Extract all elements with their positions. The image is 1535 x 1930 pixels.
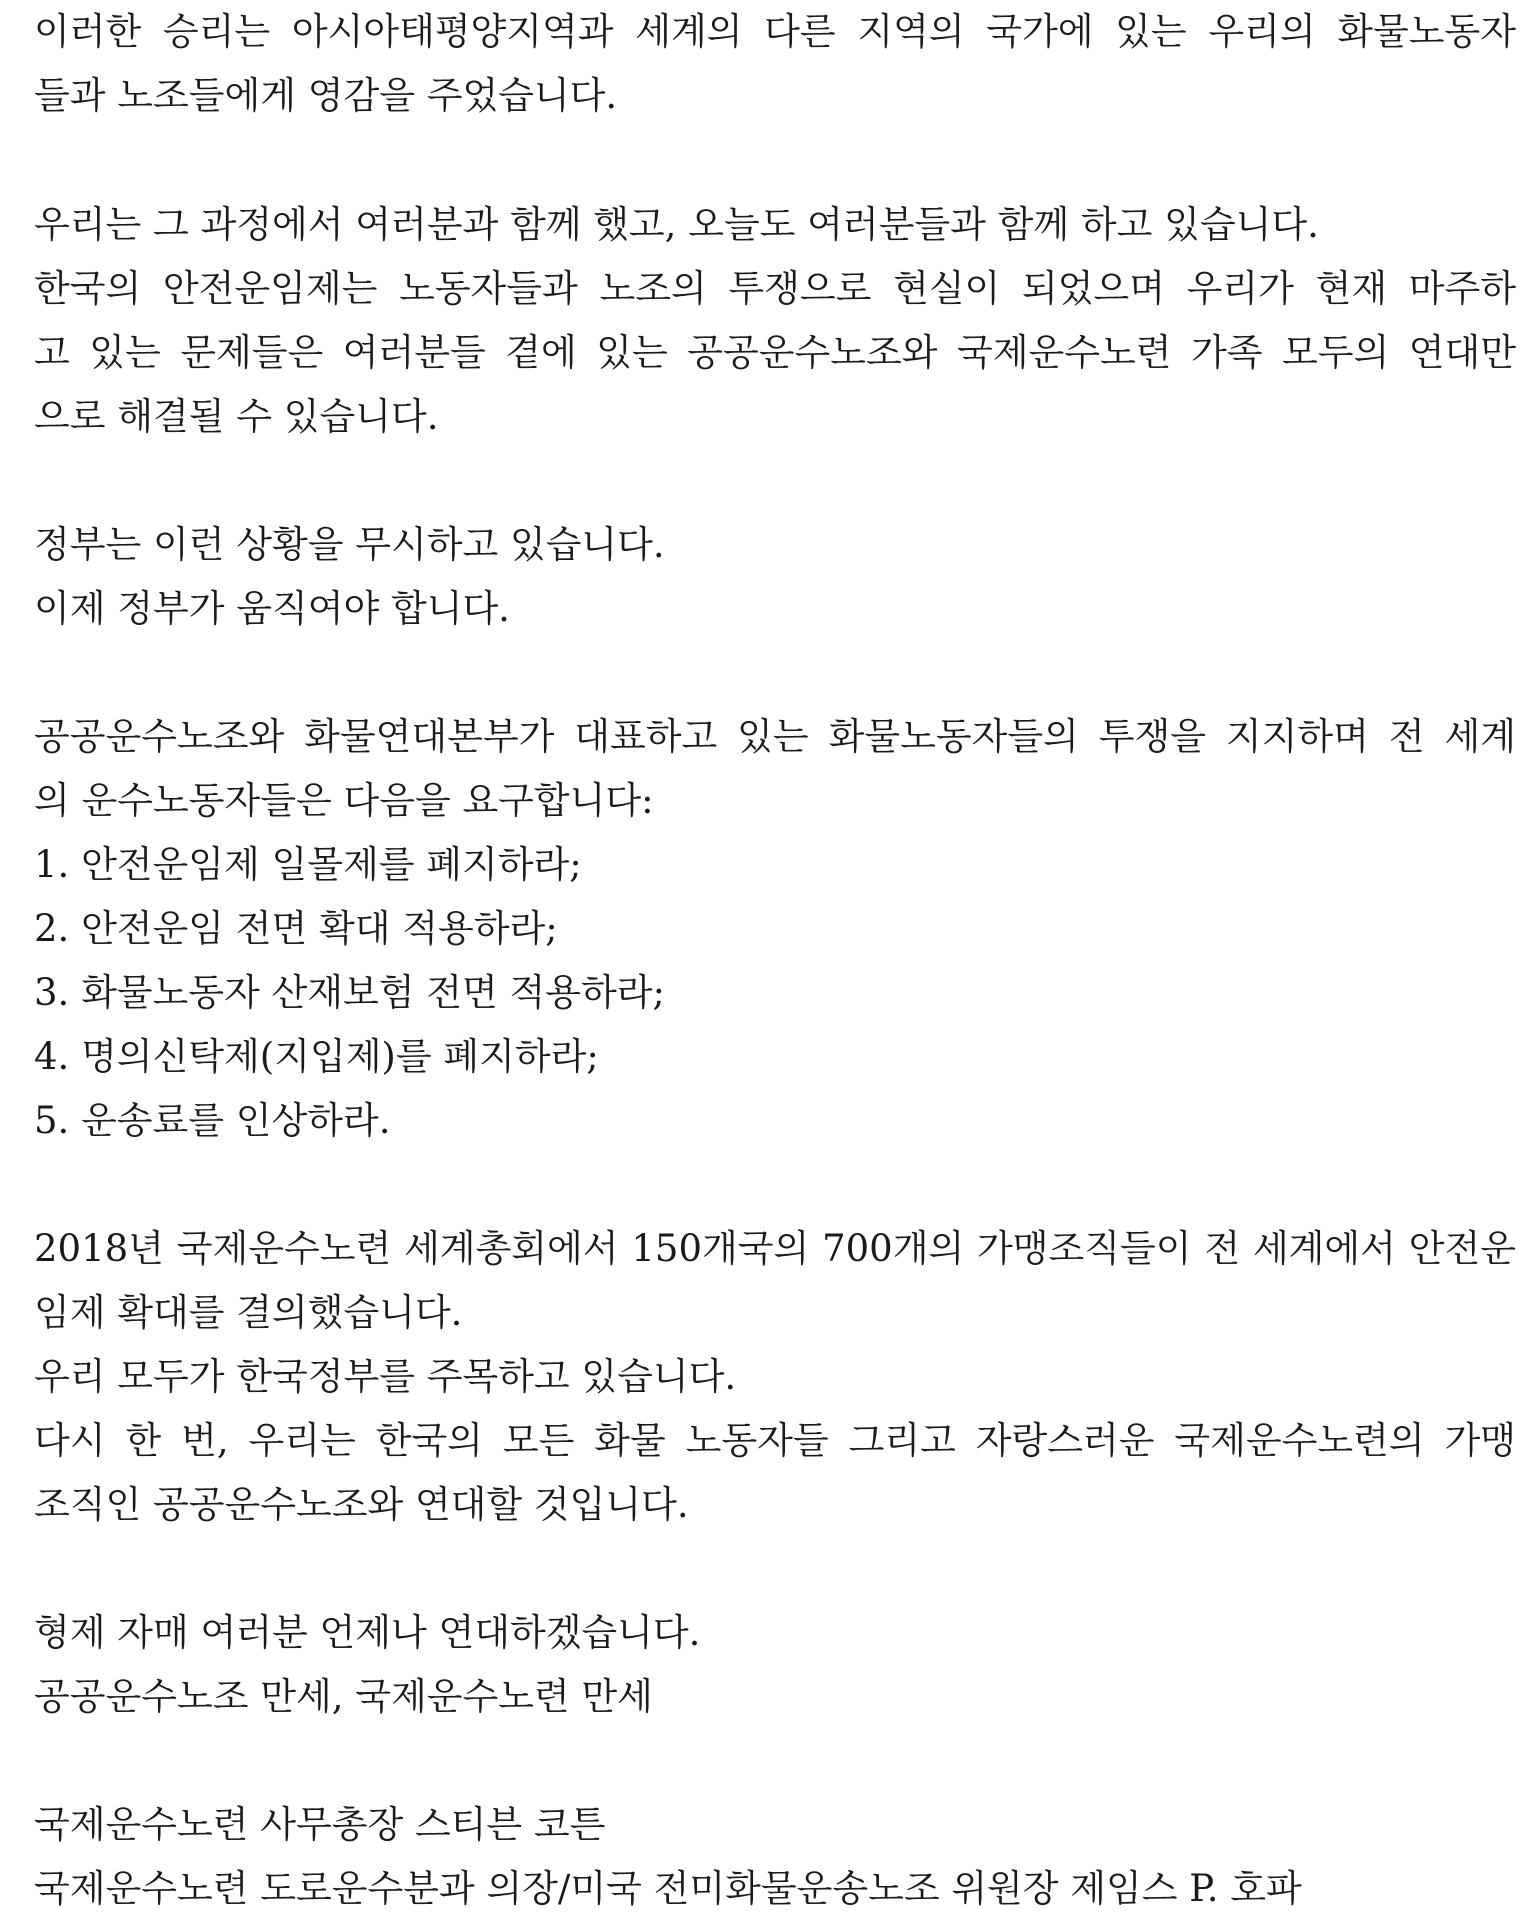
text-line: 우리는 그 과정에서 여러분과 함께 했고, 오늘도 여러분들과 함께 하고 있습니다. (34, 203, 1319, 246)
text-line: 조직인 공공운수노조와 연대할 것입니다. (34, 1483, 689, 1526)
text-line: 고 있는 문제들은 여러분들 곁에 있는 공공운수노조와 국제운수노련 가족 모두의 연대만 (34, 331, 1516, 374)
text-line: 의 운수노동자들은 다음을 요구합니다: (34, 779, 654, 822)
text-line: 정부는 이런 상황을 무시하고 있습니다. (34, 523, 665, 566)
text-line: 공공운수노조와 화물연대본부가 대표하고 있는 화물노동자들의 투쟁을 지지하며 전 세계 (34, 715, 1516, 758)
text-line: 다시 한 번, 우리는 한국의 모든 화물 노동자들 그리고 자랑스러운 국제운수노련의 가맹 (34, 1419, 1516, 1462)
text-line: 2018년 국제운수노련 세계총회에서 150개국의 700개의 가맹조직들이 전 세계에서 안전운 (34, 1227, 1516, 1270)
text-line: 우리 모두가 한국정부를 주목하고 있습니다. (34, 1355, 737, 1398)
text-line: 공공운수노조 만세, 국제운수노련 만세 (34, 1675, 653, 1718)
text-line: 형제 자매 여러분 언제나 연대하겠습니다. (34, 1611, 701, 1654)
text-line: 이제 정부가 움직여야 합니다. (34, 587, 510, 630)
text-line: 임제 확대를 결의했습니다. (34, 1291, 463, 1334)
text-line: 들과 노조들에게 영감을 주었습니다. (34, 74, 618, 117)
list-item: 5. 운송료를 인상하라. (34, 1099, 391, 1142)
list-item: 3. 화물노동자 산재보험 전면 적용하라; (34, 971, 665, 1014)
text-line: 으로 해결될 수 있습니다. (34, 395, 439, 438)
list-item: 4. 명의신탁제(지입제)를 폐지하라; (34, 1035, 599, 1078)
signature-line: 국제운수노련 도로운수분과 의장/미국 전미화물운송노조 위원장 제임스 P. 호파 (34, 1867, 1302, 1910)
list-item: 1. 안전운임제 일몰제를 폐지하라; (34, 843, 582, 886)
text-line: 한국의 안전운임제는 노동자들과 노조의 투쟁으로 현실이 되었으며 우리가 현재 마주하 (34, 267, 1516, 310)
text-line: 이러한 승리는 아시아태평양지역과 세계의 다른 지역의 국가에 있는 우리의 화물노동자 (34, 10, 1516, 53)
signature-line: 국제운수노련 사무총장 스티븐 코튼 (34, 1803, 606, 1846)
list-item: 2. 안전운임 전면 확대 적용하라; (34, 907, 558, 950)
